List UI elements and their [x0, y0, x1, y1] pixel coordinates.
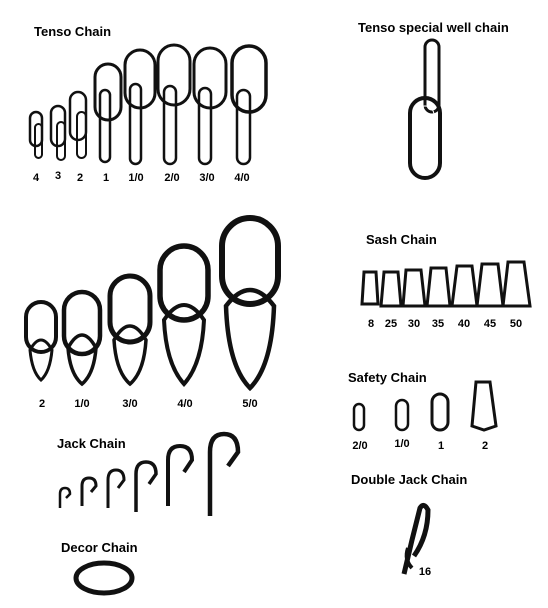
tenso-chain-title: Tenso Chain: [34, 24, 112, 39]
safety-chain-title: Safety Chain: [348, 370, 427, 385]
heavy-size-label: 1/0: [74, 398, 90, 410]
tenso-size-label: 2/0: [164, 172, 180, 184]
sash-size-label: 25: [384, 318, 398, 330]
tenso-size-label: 1: [102, 172, 110, 184]
safety-size-label: 1: [437, 440, 445, 452]
sash-size-label: 50: [509, 318, 523, 330]
tenso-size-label: 2: [76, 172, 84, 184]
heavy-size-label: 3/0: [122, 398, 138, 410]
double-jack-size-label: 16: [418, 566, 432, 578]
tenso-size-label: 1/0: [128, 172, 144, 184]
heavy-size-label: 2: [38, 398, 46, 410]
tenso-size-label: 3/0: [199, 172, 215, 184]
safety-size-label: 2: [481, 440, 489, 452]
sash-chain-title: Sash Chain: [366, 232, 437, 247]
sash-size-label: 8: [367, 318, 375, 330]
jack-chain-title: Jack Chain: [57, 436, 126, 451]
sash-size-label: 30: [407, 318, 421, 330]
safety-size-label: 1/0: [394, 438, 410, 450]
tenso-size-label: 3: [54, 170, 62, 182]
sash-size-label: 35: [431, 318, 445, 330]
double-jack-chain-title: Double Jack Chain: [351, 472, 468, 487]
tenso-well-chain-title: Tenso special well chain: [358, 20, 509, 35]
heavy-size-label: 4/0: [177, 398, 193, 410]
heavy-size-label: 5/0: [242, 398, 258, 410]
sash-size-label: 40: [457, 318, 471, 330]
decor-chain-title: Decor Chain: [61, 540, 138, 555]
sash-size-label: 45: [483, 318, 497, 330]
safety-size-label: 2/0: [352, 440, 368, 452]
tenso-size-label: 4: [32, 172, 40, 184]
tenso-size-label: 4/0: [234, 172, 250, 184]
